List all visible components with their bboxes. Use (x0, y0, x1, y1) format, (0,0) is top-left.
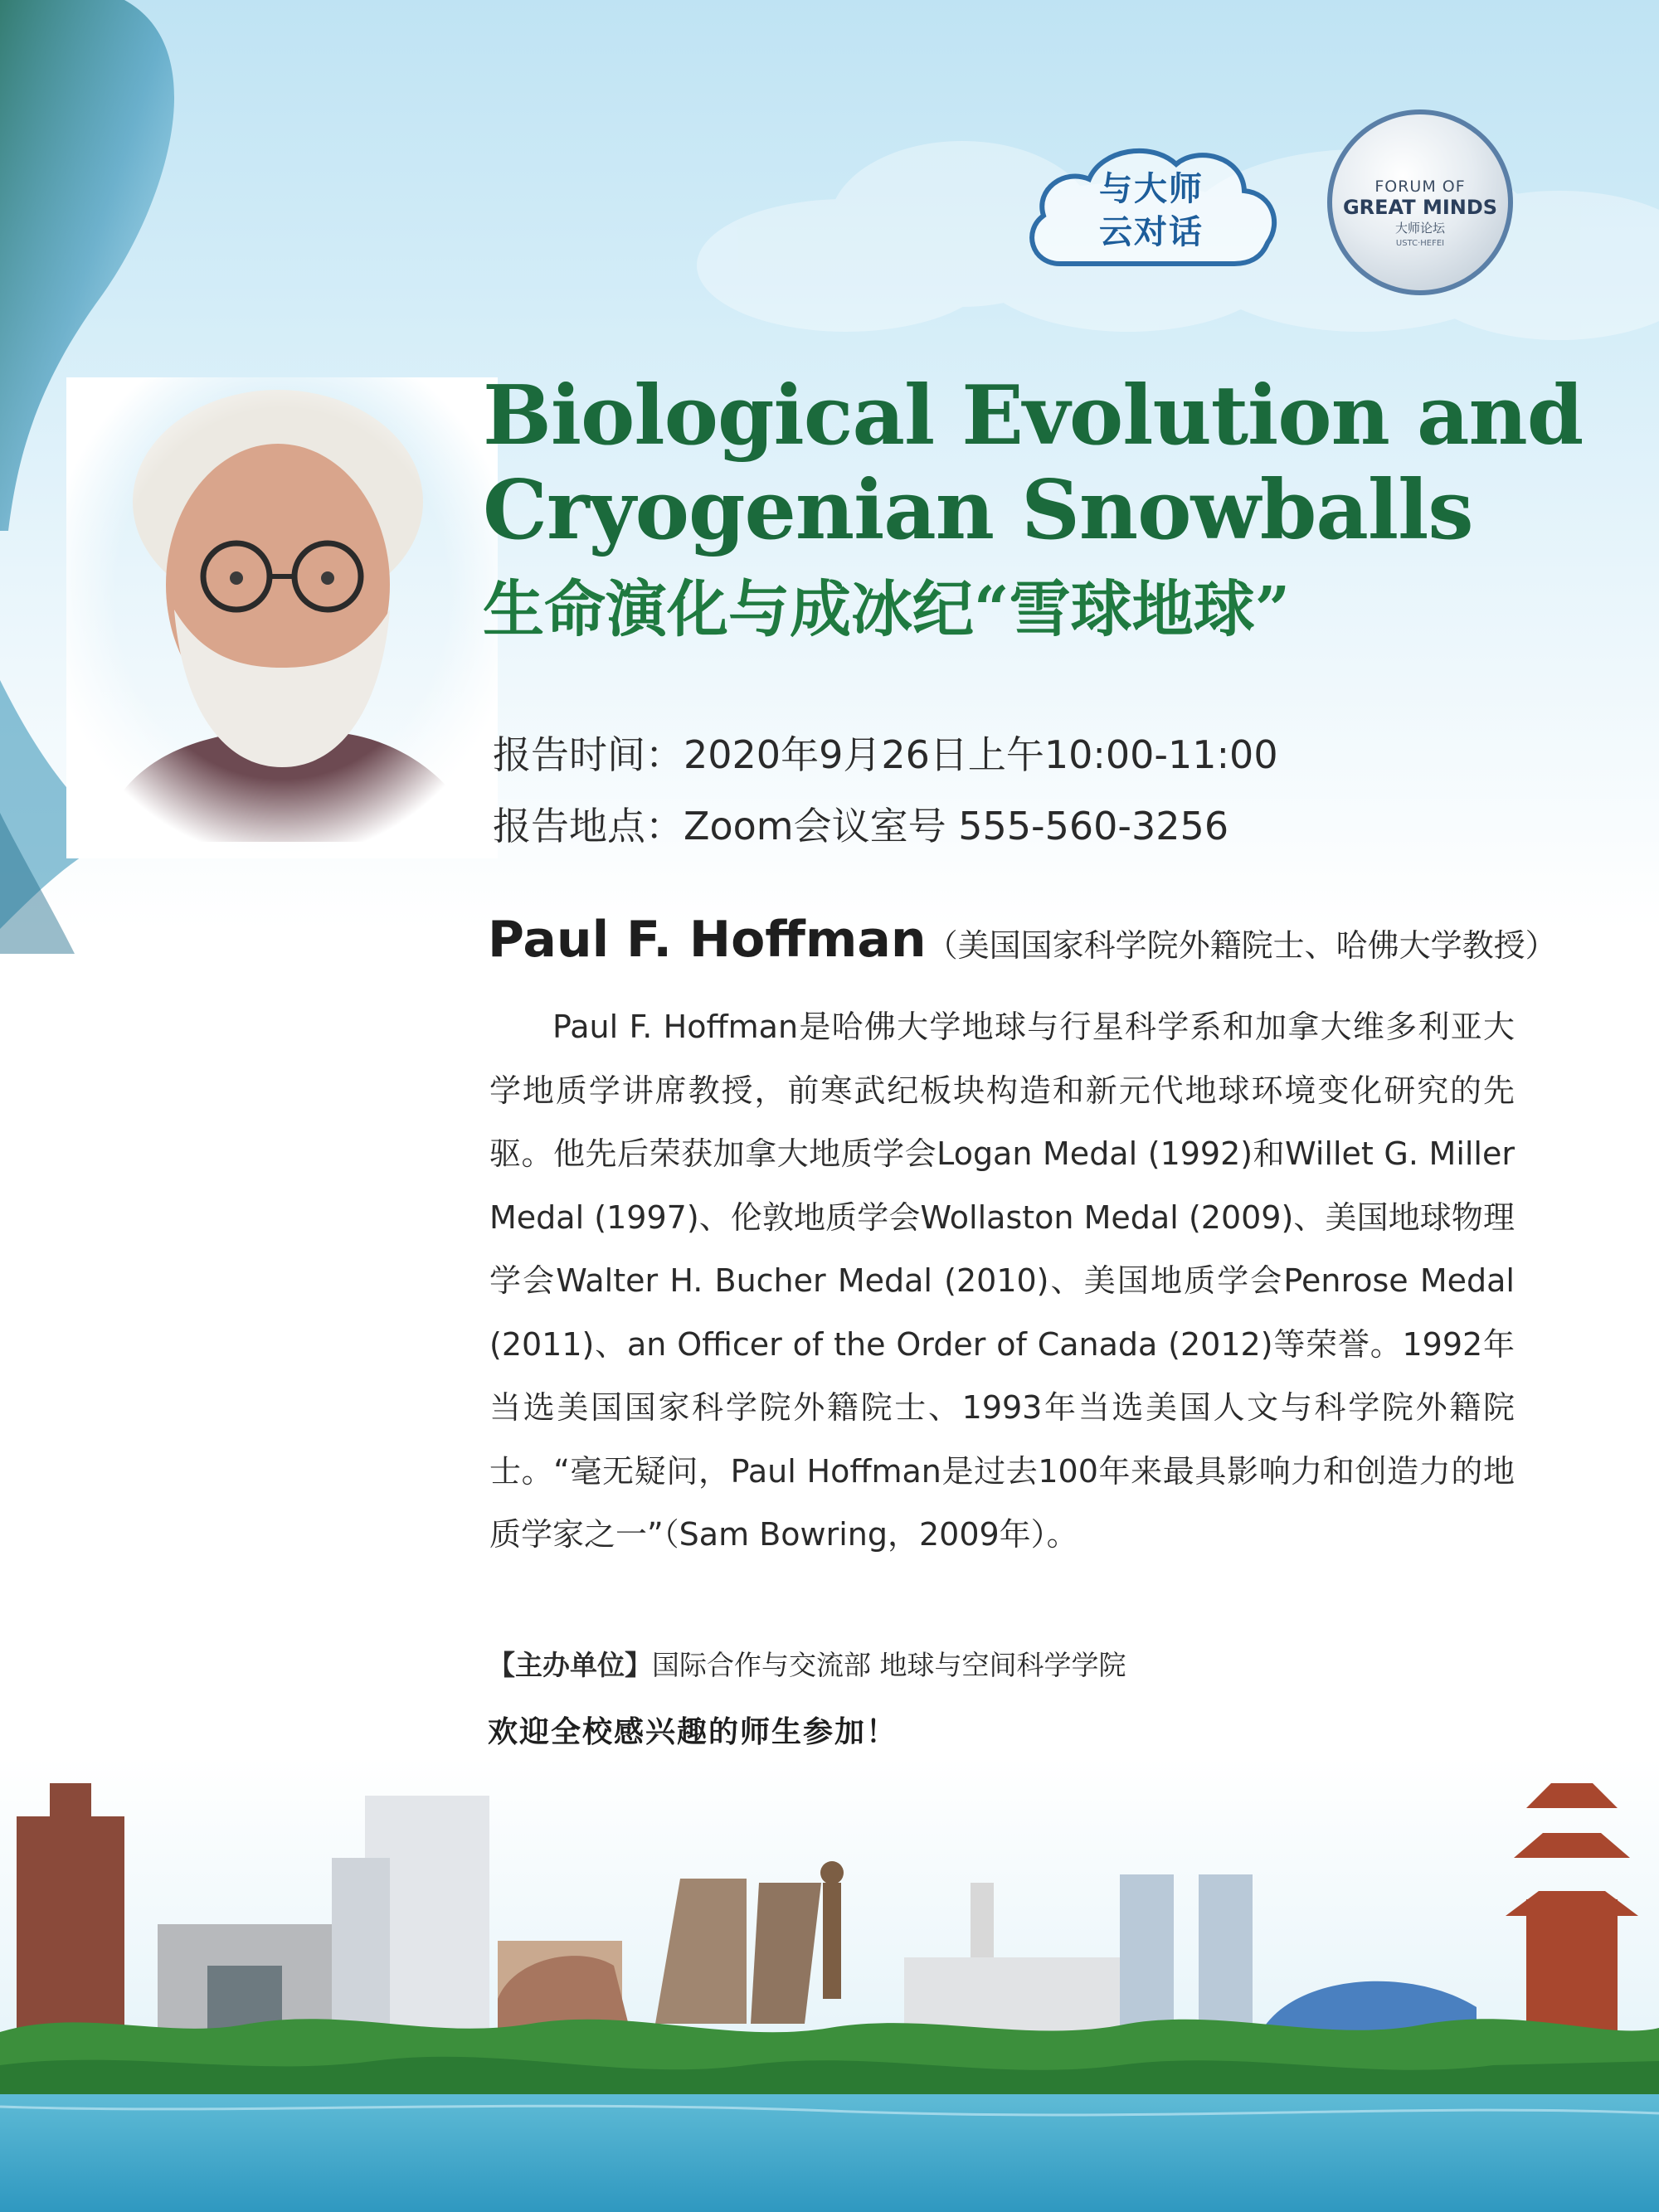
report-time: 报告时间：2020年9月26日上午10:00-11:00 (493, 732, 1278, 777)
badge-line-1: 与大师 (1099, 170, 1204, 208)
speaker-heading (488, 911, 1632, 969)
title-en-line-1: Biological Evolution and (483, 368, 1584, 464)
talk-title-chinese: 生命演化与成冰纪“雪球地球” (483, 574, 1291, 645)
forum-of-great-minds-logo (1327, 109, 1513, 295)
bio-paragraph: Paul F. Hoffman是哈佛大学地球与行星科学系和加拿大维多利亚大学地质学讲席教授，前寒武纪板块构造和新元代地球环境变化研究的先驱。他先后荣获加拿大地质学会Logan Medal (1992)和Willet G. Miller Medal (1997)、伦敦地质学会Wollaston Medal (2009)、美国地球物理学会Walter H. Bucher Medal (2010)、美国地质学会Penrose Medal (2011)、an Officer of the Order of Canada (2012)等荣誉。1992年当选美国国家科学院外籍院士、1993年当选美国人文与科学院外籍院士。“毫无疑问，Paul Hoffman是过去100年来最具影响力和创造力的地质学家之一”（Sam Bowring，2009年）。 (489, 1009, 1515, 1553)
speaker-title: （美国国家科学院外籍院士、哈佛大学教授） (926, 927, 1557, 964)
organizer-line (488, 1644, 1126, 1683)
organizer-units: 国际合作与交流部 地球与空间科学学院 (652, 1649, 1126, 1681)
logo-text-great-minds: GREAT MINDS (1342, 196, 1498, 219)
speaker-portrait (66, 377, 498, 858)
talk-title-english (483, 369, 1644, 558)
organizer-label: 【主办单位】 (488, 1649, 652, 1681)
cloud-dialogue-badge (1019, 139, 1284, 272)
logo-text-cn: 大师论坛 (1394, 221, 1445, 236)
speaker-name: Paul F. Hoffman (488, 911, 927, 969)
report-place: 报告地点：Zoom会议室号 555-560-3256 (493, 804, 1229, 848)
logo-text-forum-of: FORUM OF (1374, 177, 1466, 196)
badge-line-2: 云对话 (1099, 213, 1204, 251)
title-en-line-2: Cryogenian Snowballs (483, 463, 1473, 558)
campus-skyline-illustration (0, 1758, 1659, 2212)
logo-text-ustc: USTC·HEFEI (1395, 239, 1445, 248)
speaker-biography (489, 995, 1515, 1567)
welcome-message: 欢迎全校感兴趣的师生参加！ (488, 1715, 898, 1749)
